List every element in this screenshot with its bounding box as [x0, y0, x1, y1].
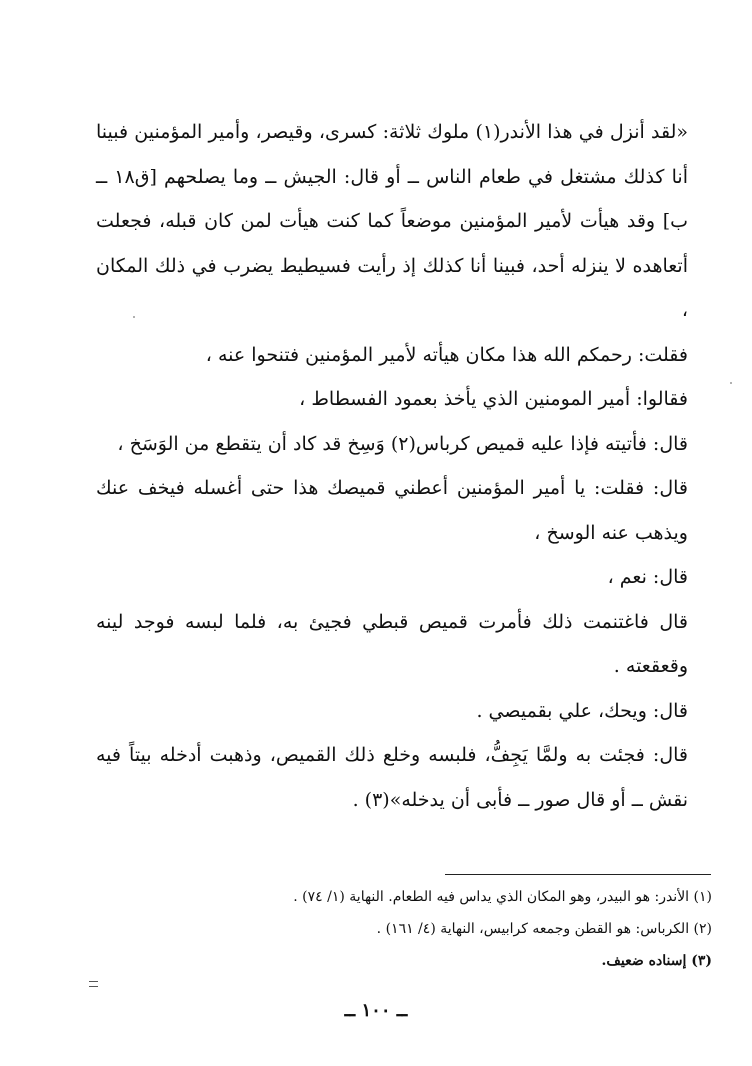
paragraph-4: قال: فأتيته فإذا عليه قميص كرباس(٢) وَسِخ قد كاد أن يتقطع من الوَسَخ ، — [117, 432, 688, 455]
scan-speck — [730, 382, 732, 384]
scan-speck — [133, 316, 135, 318]
paragraph-1: «لقد أنزل في هذا الأندر(١) ملوك ثلاثة: كسرى، وقيصر، وأمير المؤمنين فبينا أنا كذلك مشتغل في طعام الناس ــ أو قال: الجيش ــ وما يصلحهم [ق١٨ ــ ب] وقد هيأت لأمير المؤمنين موضعاً كما كنت هيأت لمن كان قبله، فجعلت أتعاهده لا ينزله أحد، فبينا أنا كذلك إذ رأيت فسيطيط يضرب في ذلك المكان ، — [96, 121, 688, 321]
footnote-2: (٢) الكرباس: هو القطن وجمعه كرابيس، النهاية (٤/ ١٦١) . — [376, 921, 712, 937]
paragraph-9: قال: فجئت به ولمَّا يَجِفُّ، فلبسه وخلع ذلك القميص، وذهبت أدخله بيتاً فيه نقش ــ أو قال صور ــ فأبى أن يدخله»(٣) . — [96, 744, 688, 811]
footnote-divider — [445, 874, 711, 875]
footnotes — [96, 881, 712, 977]
paragraph-6: قال: نعم ، — [607, 566, 688, 588]
margin-mark — [89, 981, 98, 987]
paragraph-5: قال: فقلت: يا أمير المؤمنين أعطني قميصك هذا حتى أغسله فيخف عنك ويذهب عنه الوسخ ، — [96, 477, 688, 544]
paragraph-3: فقالوا: أمير المومنين الذي يأخذ بعمود الفسطاط ، — [299, 388, 688, 410]
footnote-1: (١) الأندر: هو البيدر، وهو المكان الذي يداس فيه الطعام. النهاية (١/ ٧٤) . — [293, 889, 712, 905]
page-number: ــ ١٠٠ ــ — [344, 1000, 408, 1021]
paragraph-2: فقلت: رحمكم الله هذا مكان هيأته لأمير المؤمنين فتنحوا عنه ، — [205, 343, 688, 366]
footnote-3: (٣) إسناده ضعيف. — [601, 953, 712, 969]
main-text — [96, 110, 712, 822]
paragraph-8: قال: ويحك، علي بقميصي . — [476, 699, 688, 722]
paragraph-7: قال فاغتنمت ذلك فأمرت قميص قبطي فجيئ به، فلما لبسه فوجد لينه وقعقعته . — [96, 610, 688, 677]
